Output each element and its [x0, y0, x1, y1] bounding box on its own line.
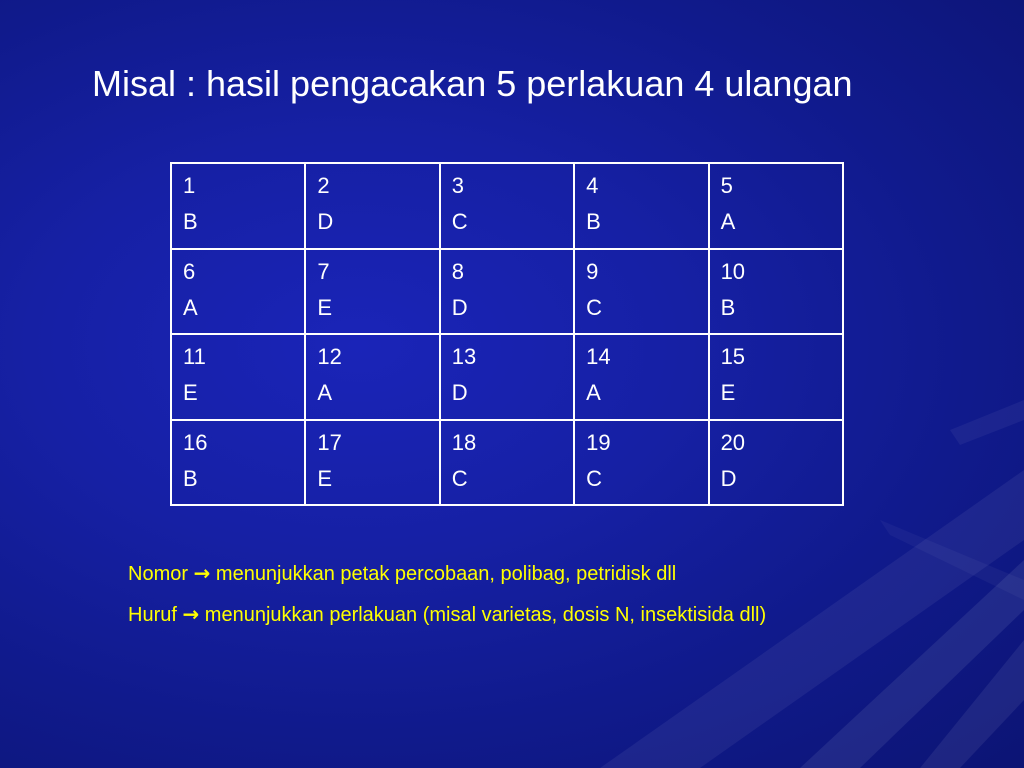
treatment-label: B — [183, 209, 198, 234]
table-cell — [709, 163, 843, 249]
plot-number: 13 — [451, 344, 477, 369]
treatment-label: A — [183, 294, 198, 320]
note-text: menunjukkan perlakuan (misal varietas, dosis N, insektisida dll) — [204, 604, 767, 626]
randomization-table — [170, 162, 844, 506]
plot-number: 2 — [317, 173, 330, 198]
treatment-label: E — [183, 380, 198, 405]
treatment-label: C — [586, 465, 603, 491]
table-cell — [574, 249, 708, 335]
arrow-right-icon: → — [182, 602, 200, 626]
plot-number: 10 — [720, 258, 746, 284]
treatment-label: C — [451, 465, 468, 491]
table-cell — [574, 420, 708, 506]
plot-number: 6 — [183, 258, 196, 284]
note-term: Huruf — [128, 604, 177, 626]
plot-number: 14 — [586, 344, 611, 369]
table-cell — [305, 249, 439, 335]
treatment-label: A — [720, 209, 736, 234]
treatment-label: B — [720, 294, 736, 320]
plot-number: 20 — [720, 429, 746, 455]
treatment-label: B — [183, 465, 198, 491]
treatment-label: E — [317, 465, 333, 491]
table-cell — [171, 420, 305, 506]
plot-number: 19 — [586, 429, 611, 455]
note-letter — [128, 599, 868, 630]
table-cell — [440, 334, 574, 420]
table-cell — [709, 334, 843, 420]
treatment-label: E — [317, 294, 333, 320]
table-cell — [171, 163, 305, 249]
slide-title: Misal : hasil pengacakan 5 perlakuan 4 ulangan — [92, 63, 853, 104]
note-term: Nomor — [128, 563, 189, 585]
arrow-right-icon: → — [193, 561, 211, 585]
plot-number: 12 — [317, 344, 342, 369]
plot-number: 5 — [720, 173, 733, 198]
table-cell — [574, 334, 708, 420]
table-cell — [440, 163, 574, 249]
table-cell — [171, 249, 305, 335]
treatment-label: D — [720, 465, 737, 491]
treatment-label: B — [586, 209, 601, 234]
treatment-label: D — [317, 209, 334, 234]
legend-notes — [128, 558, 868, 640]
note-text: menunjukkan petak percobaan, polibag, petridisk dll — [215, 563, 677, 585]
table-row — [171, 163, 843, 249]
table-cell — [305, 163, 439, 249]
plot-number: 16 — [183, 429, 208, 455]
table-row — [171, 249, 843, 335]
table-row — [171, 334, 843, 420]
plot-number: 4 — [586, 173, 599, 198]
plot-number: 9 — [586, 258, 599, 284]
treatment-label: D — [451, 294, 468, 320]
plot-number: 11 — [183, 344, 206, 369]
note-number — [128, 558, 868, 589]
table-cell — [305, 420, 439, 506]
table-cell — [574, 163, 708, 249]
table-cell — [440, 249, 574, 335]
plot-number: 1 — [183, 173, 196, 198]
plot-number: 8 — [451, 258, 465, 284]
treatment-label: C — [586, 294, 603, 320]
plot-number: 7 — [317, 258, 330, 284]
plot-number: 3 — [451, 173, 465, 198]
plot-number: 17 — [317, 429, 342, 455]
plot-number: 15 — [720, 344, 746, 369]
table-cell — [709, 249, 843, 335]
table-cell — [440, 420, 574, 506]
plot-number: 18 — [451, 429, 477, 455]
treatment-label: A — [586, 380, 601, 405]
table-cell — [709, 420, 843, 506]
table-row — [171, 420, 843, 506]
table-cell — [171, 334, 305, 420]
treatment-label: E — [720, 380, 736, 405]
treatment-label: A — [317, 380, 333, 405]
treatment-label: C — [451, 209, 468, 234]
table-cell — [305, 334, 439, 420]
treatment-label: D — [451, 380, 468, 405]
